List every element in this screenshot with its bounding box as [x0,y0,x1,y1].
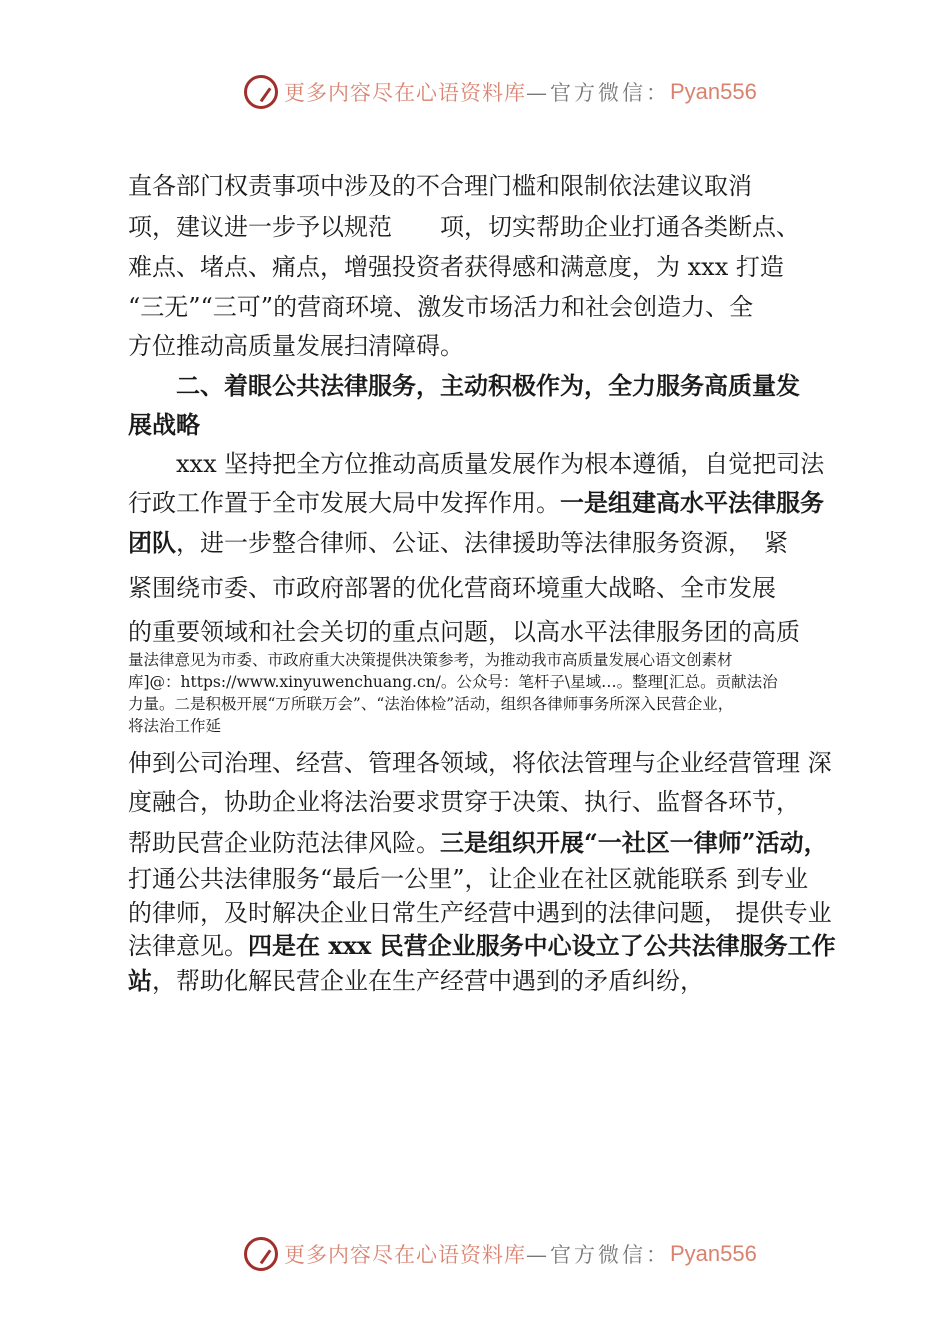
text-line [128,715,221,737]
text: 帮助民营企业防范法律风险。 [128,829,440,857]
text-line [128,617,800,647]
text: 的律师，及时解决企业日常生产经营中遇到的法律问题， 提供专业 [128,899,832,927]
watermark-text: 更多内容尽在心语资料库 [284,1243,526,1267]
text: 方位推动高质量发展扫清障碍。 [128,332,464,360]
text: 项，建议进一步予以规范 项，切实帮助企业打通各类断点、 [128,213,800,241]
text-line [128,573,776,603]
text-line [128,693,733,715]
text: 力量。二是积极开展“万所联万会”、“法治体检”活动，组织各律师事务所深入民营企业， [128,695,734,713]
text-line [128,649,733,671]
text: 法律意见。 [128,932,248,960]
text: xxx 坚持把全方位推动高质量发展作为根本遵循，自觉把司法 [128,450,825,478]
text: “三无”“三可”的营商环境、激发市场活力和社会创造力、全 [128,293,754,321]
text-line [128,748,832,778]
text-line [128,171,752,201]
text-line [128,252,784,282]
text-line [128,898,832,928]
bold-text: 二、着眼公共法律服务，主动积极作为，全力服务高质量发 [128,371,800,400]
bold-text: 一是组建高水平法律服务 [560,488,824,517]
text-line [128,528,788,558]
bold-text: 展战略 [128,410,200,439]
pen-logo-icon [244,1237,278,1271]
text: 行政工作置于全市发展大局中发挥作用。 [128,489,560,517]
text: 的重要领域和社会关切的重点问题，以高水平法律服务团的高质 [128,618,800,646]
text: 将法治工作延 [128,717,222,735]
text-line [128,966,704,996]
text-line [128,828,828,858]
text: 难点、堵点、痛点，增强投资者获得感和满意度，为 xxx 打造 [128,253,784,281]
bold-text: 四是在 xxx 民营企业服务中心设立了公共法律服务工作 [248,931,836,960]
text-line [128,449,824,479]
bold-text: 站 [128,966,152,995]
text-line [128,488,824,518]
watermark-text: 更多内容尽在心语资料库 [284,81,526,105]
text-line [128,292,753,322]
watermark-wechat-label: —官方微信： [526,81,670,105]
text: 打通公共法律服务“最后一公里”，让企业在社区就能联系 到专业 [128,865,809,893]
watermark-wechat-id: Pyan556 [670,79,757,104]
text-line [128,864,808,894]
watermark-wechat-label: —官方微信： [526,1243,670,1267]
text: 量法律意见为市委、市政府重大决策提供决策参考，为推动我市高质量发展心语文创素材 [128,651,733,669]
text-line [128,331,464,361]
text: 紧围绕市委、市政府部署的优化营商环境重大战略、全市发展 [128,574,776,602]
watermark-footer [244,1234,757,1274]
watermark-wechat-id: Pyan556 [670,1241,757,1266]
bold-text: 三是组织开展“一社区一律师”活动， [440,828,828,857]
pen-logo-icon [244,75,278,109]
text-line [128,212,800,242]
text-line [128,931,836,961]
text: ，帮助化解民营企业在生产经营中遇到的矛盾纠纷， [152,967,704,995]
text: 度融合，协助企业将法治要求贯穿于决策、执行、监督各环节， [128,788,800,816]
text-line [128,371,800,401]
text-line [128,787,800,817]
text-line [128,671,778,693]
text-line [128,410,200,440]
text: 库]@：https://www.xinyuwenchuang.cn/。公众号：笔杆子\星域…。整理[汇总。贡献法治 [128,673,778,691]
text: 直各部门权责事项中涉及的不合理门槛和限制依法建议取消 [128,172,752,200]
bold-text: 团队 [128,528,176,557]
watermark-header [244,72,757,112]
text: ，进一步整合律师、公证、法律援助等法律服务资源， 紧 [176,529,788,557]
text: 伸到公司治理、经营、管理各领域，将依法管理与企业经营管理 深 [128,749,832,777]
